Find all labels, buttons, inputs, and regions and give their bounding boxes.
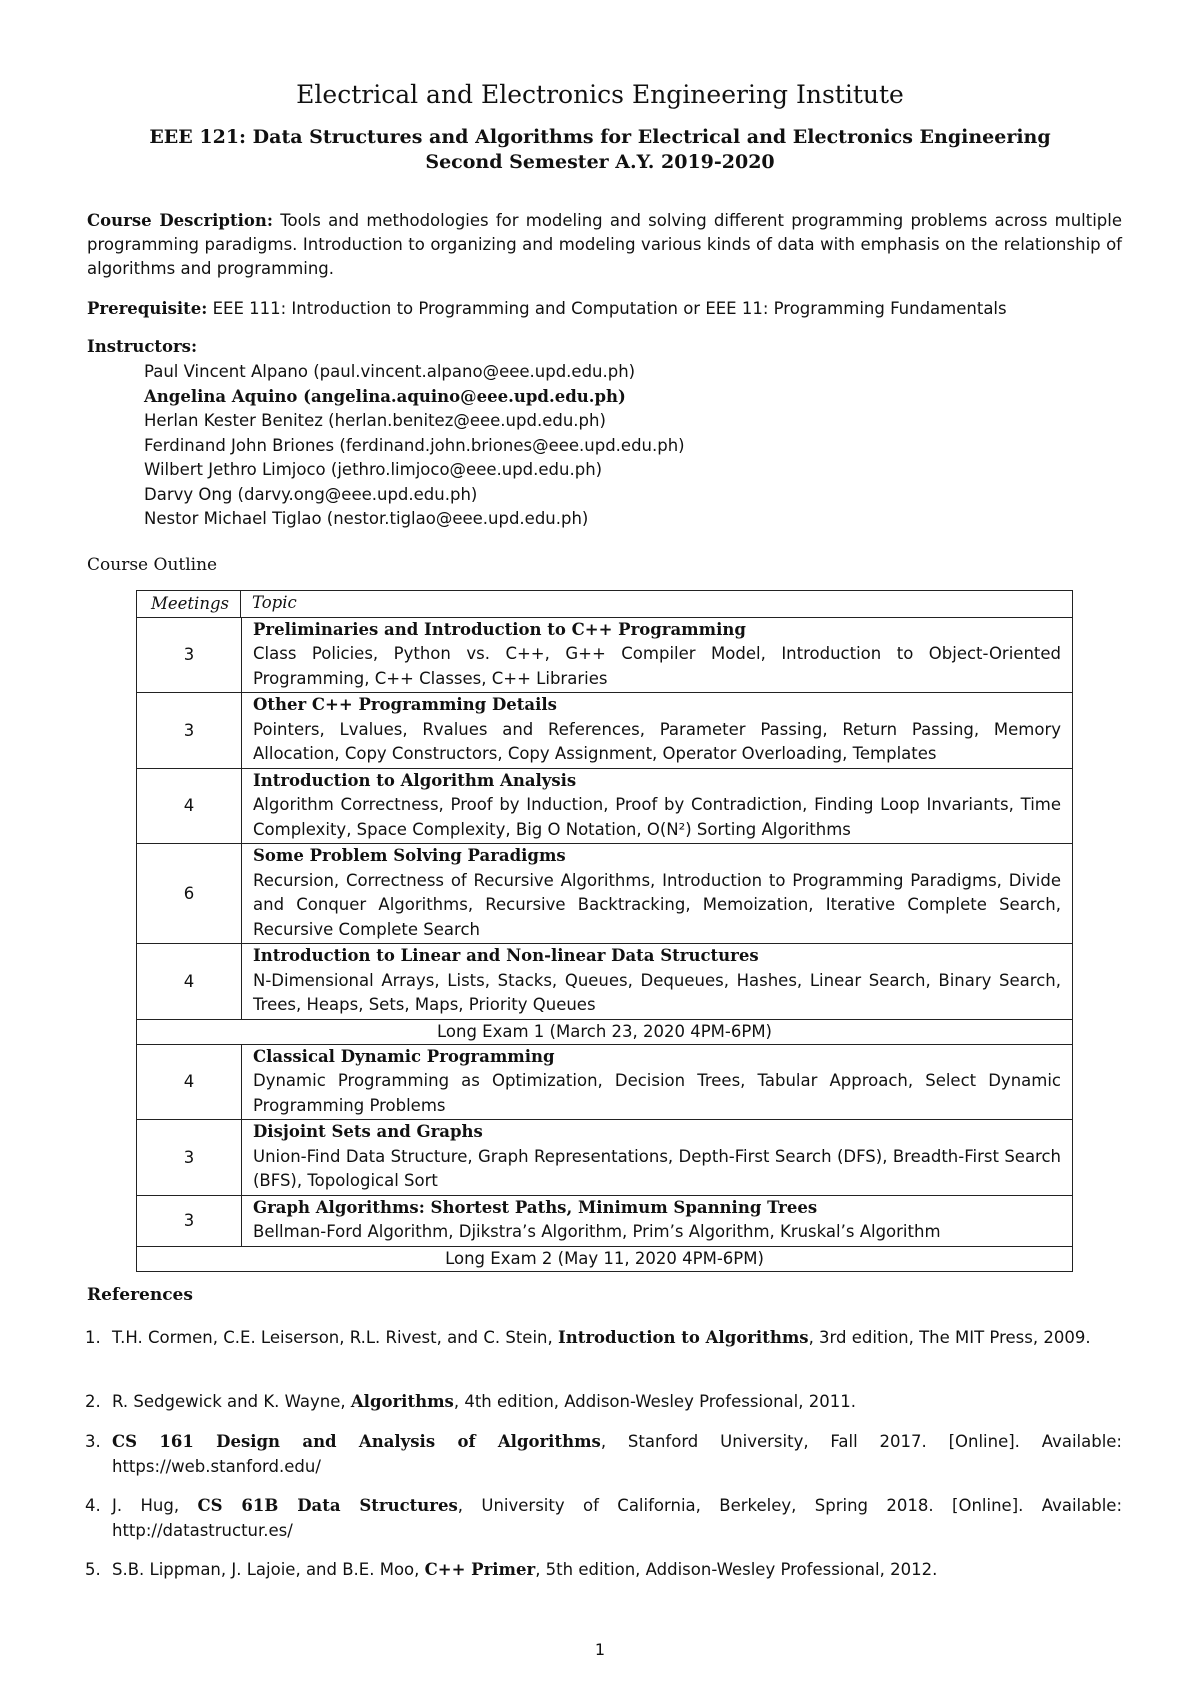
topic-details: Class Policies, Python vs. C++, G++ Compiler Model, Introduction to Object-Oriented Programming, C++ Classes, C++ Libraries: [253, 644, 1061, 688]
reference-item: [85, 1557, 1122, 1582]
meetings-cell: 3: [137, 1196, 242, 1246]
table-row: [136, 1045, 1073, 1121]
topic-title: Disjoint Sets and Graphs: [253, 1122, 483, 1141]
meetings-cell: 6: [137, 844, 242, 943]
reference-authors: S.B. Lippman, J. Lajoie, and B.E. Moo,: [112, 1560, 425, 1579]
topic-details: Union-Find Data Structure, Graph Representations, Depth-First Search (DFS), Breadth-First Search (BFS), Topological Sort: [253, 1146, 1061, 1190]
instructor-item: Darvy Ong (darvy.ong@eee.upd.edu.ph): [144, 484, 478, 504]
topic-details: Bellman-Ford Algorithm, Djikstra’s Algorithm, Prim’s Algorithm, Kruskal’s Algorithm: [253, 1222, 941, 1241]
topic-cell: [242, 769, 1072, 844]
topic-cell: [242, 1120, 1072, 1195]
table-row: [136, 1120, 1073, 1196]
instructor-list: [144, 360, 685, 532]
topic-details: Pointers, Lvalues, Rvalues and References, Parameter Passing, Return Passing, Memory Allocation, Copy Constructors, Copy Assignment, Operator Overloading, Templates: [253, 719, 1061, 763]
reference-publication: , University of California, Berkeley, Spring 2018. [Online]. Available: http://datastructur.es/: [112, 1496, 1123, 1540]
instructor-item: Nestor Michael Tiglao (nestor.tiglao@eee.upd.edu.ph): [144, 509, 589, 528]
reference-title: Introduction to Algorithms: [558, 1328, 809, 1347]
table-row: [136, 618, 1073, 694]
table-row: [136, 693, 1073, 769]
course-title: EEE 121: Data Structures and Algorithms for Electrical and Electronics Engineering: [149, 126, 1051, 148]
reference-number: 1.: [85, 1328, 101, 1347]
reference-number: 2.: [85, 1392, 101, 1411]
table-row: [136, 769, 1073, 845]
instructor-item: Angelina Aquino (angelina.aquino@eee.upd.edu.ph): [144, 386, 626, 406]
instructor-item: Wilbert Jethro Limjoco (jethro.limjoco@eee.upd.edu.ph): [144, 460, 603, 479]
reference-title: Algorithms: [350, 1392, 454, 1411]
topic-title: Preliminaries and Introduction to C++ Programming: [253, 619, 746, 639]
topic-title: Classical Dynamic Programming: [253, 1046, 555, 1066]
meetings-cell: 4: [137, 769, 242, 844]
reference-title: CS 161 Design and Analysis of Algorithms: [112, 1432, 601, 1451]
instructor-item: Herlan Kester Benitez (herlan.benitez@eee.upd.edu.ph): [144, 411, 606, 430]
reference-number: 4.: [85, 1496, 101, 1515]
reference-authors: J. Hug,: [112, 1496, 198, 1515]
table-row: [136, 1196, 1073, 1247]
reference-title: C++ Primer: [424, 1560, 536, 1579]
course-description-text: Tools and methodologies for modeling and solving different programming problems across multiple programming paradigms. Introduction to organizing and modeling various kinds of data with emphasis on the relationship of algorithms and programming.: [87, 211, 1123, 278]
topic-cell: [242, 844, 1072, 943]
instructors-label: Instructors:: [87, 337, 198, 356]
topic-details: Recursion, Correctness of Recursive Algorithms, Introduction to Programming Paradigms, Divide and Conquer Algorithms, Recursive Backtracking, Memoization, Iterative Complete Search, Recursive Complete Search: [253, 870, 1061, 939]
topic-cell: [242, 1196, 1072, 1246]
references-label: References: [87, 1285, 193, 1305]
topic-details: Dynamic Programming as Optimization, Decision Trees, Tabular Approach, Select Dynamic Programming Problems: [253, 1071, 1061, 1115]
meetings-cell: 3: [137, 618, 242, 693]
topic-title: Some Problem Solving Paradigms: [253, 846, 566, 865]
topic-title: Other C++ Programming Details: [253, 695, 557, 714]
reference-number: 5.: [85, 1560, 101, 1579]
reference-item: [85, 1493, 1123, 1543]
topic-cell: [242, 944, 1072, 1019]
topic-column-header: Topic: [252, 593, 297, 612]
prerequisite-text: EEE 111: Introduction to Programming and Computation or EEE 11: Programming Fundamentals: [212, 299, 1007, 318]
topic-title: Introduction to Algorithm Analysis: [253, 770, 577, 790]
meetings-cell: 4: [137, 944, 242, 1019]
table-row: [136, 944, 1073, 1020]
institute-title: Electrical and Electronics Engineering Institute: [296, 80, 904, 109]
reference-publication: , 3rd edition, The MIT Press, 2009.: [808, 1328, 1091, 1347]
meetings-cell: 3: [137, 1120, 242, 1195]
topic-details: N-Dimensional Arrays, Lists, Stacks, Queues, Dequeues, Hashes, Linear Search, Binary Search, Trees, Heaps, Sets, Maps, Priority Queues: [253, 970, 1061, 1014]
topic-cell: [242, 693, 1072, 768]
prerequisite-label: Prerequisite:: [87, 299, 208, 318]
course-outline-label: Course Outline: [87, 555, 218, 575]
prerequisite: [87, 297, 1122, 321]
instructor-item: Paul Vincent Alpano (paul.vincent.alpano@eee.upd.edu.ph): [144, 362, 636, 381]
topic-cell: [242, 1045, 1072, 1120]
reference-number: 3.: [85, 1432, 101, 1451]
semester-title: Second Semester A.Y. 2019-2020: [425, 151, 775, 173]
topic-cell: [242, 618, 1072, 693]
reference-authors: R. Sedgewick and K. Wayne,: [112, 1392, 351, 1411]
reference-item: [85, 1389, 1122, 1414]
page-number: 1: [594, 1640, 606, 1659]
reference-authors: T.H. Cormen, C.E. Leiserson, R.L. Rivest, and C. Stein,: [112, 1328, 558, 1347]
course-outline-table: [136, 590, 1073, 1272]
course-description: [87, 209, 1122, 281]
topic-title: Graph Algorithms: Shortest Paths, Minimum Spanning Trees: [253, 1197, 818, 1217]
table-header-row: [136, 590, 1073, 618]
instructor-item: Ferdinand John Briones (ferdinand.john.briones@eee.upd.edu.ph): [144, 435, 685, 455]
table-row: [136, 844, 1073, 944]
meetings-column-header: Meetings: [137, 591, 241, 617]
meetings-cell: 4: [137, 1045, 242, 1120]
exam-row: Long Exam 2 (May 11, 2020 4PM-6PM): [136, 1247, 1073, 1272]
reference-item: [85, 1325, 1122, 1350]
meetings-cell: 3: [137, 693, 242, 768]
topic-title: Introduction to Linear and Non-linear Data Structures: [253, 946, 759, 965]
course-description-label: Course Description:: [87, 211, 273, 230]
reference-publication: , Stanford University, Fall 2017. [Online]. Available: https://web.stanford.edu/: [112, 1432, 1122, 1476]
reference-title: CS 61B Data Structures: [197, 1496, 458, 1515]
reference-item: [85, 1429, 1122, 1479]
topic-details: Algorithm Correctness, Proof by Induction, Proof by Contradiction, Finding Loop Invariants, Time Complexity, Space Complexity, Big O Notation, O(N²) Sorting Algorithms: [253, 795, 1061, 839]
reference-publication: , 4th edition, Addison-Wesley Professional, 2011.: [453, 1392, 856, 1411]
reference-publication: , 5th edition, Addison-Wesley Professional, 2012.: [535, 1560, 938, 1579]
exam-row: Long Exam 1 (March 23, 2020 4PM-6PM): [136, 1020, 1073, 1045]
